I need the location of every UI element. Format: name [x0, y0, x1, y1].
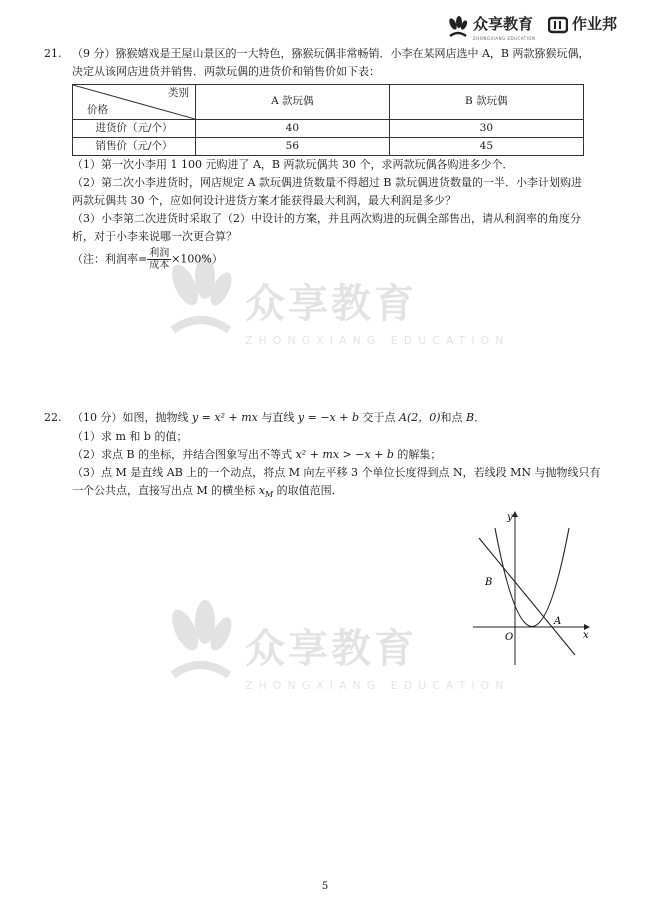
brand1-subtext: ZHONGXIANG EDUCATION: [473, 35, 536, 41]
cell-b: 45: [389, 138, 583, 156]
q21-part3-line1: （3）小李第二次进货时采取了（2）中设计的方案，并且两次购进的玩偶全部售出，请从利润率的角度分: [72, 212, 581, 225]
cell-a: 56: [196, 138, 390, 156]
q22-intro-a: （10 分）如图，抛物线: [72, 411, 192, 424]
q22-intro-d: 和点: [440, 411, 467, 424]
diag-header-cell: [73, 85, 196, 120]
q21-part2-line1: （2）第二次小李进货时，网店规定 A 款玩偶进货数量不得超过 B 款玩偶进货数量的一半．小李计划购进: [72, 176, 583, 189]
line-equation: y = −x + b: [297, 411, 359, 424]
x-label: x: [583, 630, 589, 641]
diag-top-label: 类别: [168, 87, 189, 99]
watermark-text: 众享教育: [245, 626, 417, 672]
q22-part3-line1: （3）点 M 是直线 AB 上的一个动点，将点 M 向左平移 3 个单位长度得到点 N，若线段 MN 与抛物线只有: [72, 466, 601, 479]
q21-intro-line2: 决定从该网店进货并销售．两款玩偶的进货价和销售价如下表：: [72, 65, 380, 78]
table-row: [73, 120, 584, 138]
col-a-header: A 款玩偶: [196, 85, 390, 120]
q22-part2-b: 的解集；: [393, 448, 442, 461]
zuoyebang-logo: [548, 14, 617, 36]
q22-part3-line2: [72, 483, 612, 501]
q22-part2-a: （2）求点 B 的坐标，并结合图象写出不等式: [72, 448, 296, 461]
table-header-row: [73, 85, 584, 120]
watermark-text: 众享教育: [245, 281, 417, 327]
q22-intro: [72, 410, 612, 426]
leaf-logo-icon: [447, 16, 469, 40]
point-a-label: A: [554, 616, 562, 627]
fraction-denominator: 成本: [149, 260, 170, 271]
inequality: x² + mx > −x + b: [295, 448, 394, 461]
parabola-equation: y = x² + mx: [192, 411, 258, 424]
watermark-leaf-icon: [165, 600, 235, 690]
parabola-graph: [465, 500, 600, 670]
brand1-text: 众享教育: [473, 15, 534, 33]
q21-note: [72, 248, 612, 271]
q21-number: 21.: [44, 47, 62, 60]
q21-part3-line2: 析，对于小李来说哪一次更合算？: [72, 230, 237, 243]
point-b-label: B: [466, 411, 475, 424]
table-row: [73, 138, 584, 156]
q22-intro-e: ．: [474, 411, 486, 424]
xm-var: x: [258, 484, 265, 497]
q22-intro-c: 交于点: [359, 411, 399, 424]
y-label: y: [507, 512, 513, 523]
note-suffix: ×100%）: [171, 252, 223, 266]
q22-number: 22.: [44, 411, 62, 424]
q22-intro-b: 与直线: [257, 411, 298, 424]
fraction-numerator: 利润: [149, 248, 170, 259]
zhongxiang-logo: [447, 14, 536, 42]
origin-label: O: [505, 632, 514, 643]
watermark-subtext: ZHONGXIANG EDUCATION: [245, 334, 510, 347]
diag-bottom-label: 价格: [87, 103, 108, 116]
price-table: [72, 84, 584, 156]
point-b-graph-label: B: [485, 577, 493, 588]
xm-subscript: M: [264, 490, 274, 500]
cell-b: 30: [389, 120, 583, 138]
q22-part3-line2-a: 一个公共点，直接写出点 M 的横坐标: [72, 484, 259, 497]
parabola-curve: [495, 528, 569, 627]
q21-part2-line2: 两款玩偶共 30 个，应如何设计进货方案才能获得最大利润，最大利润是多少？: [72, 194, 456, 207]
note-prefix: （注：利润率=: [72, 252, 148, 266]
q21-intro-line1: （9 分）猕猴嬉戏是王屋山景区的一大特色，猕猴玩偶非常畅销．小李在某网店选中 A，B 两款猕猴玩偶，: [72, 47, 590, 60]
profit-fraction: [147, 248, 171, 271]
q22-part3-line2-b: 的取值范围．: [273, 484, 343, 497]
page-number: 5: [321, 881, 329, 892]
q22-part2: [72, 447, 612, 463]
cell-a: 40: [196, 120, 390, 138]
q21-part1: （1）第一次小李用 1 100 元购进了 A，B 两款玩偶共 30 个，求两款玩偶各购进多少个．: [72, 158, 514, 171]
watermark-subtext: ZHONGXIANG EDUCATION: [245, 679, 510, 692]
book-logo-icon: [548, 16, 568, 34]
point-a-coord: A(2，0): [399, 411, 441, 424]
col-b-header: B 款玩偶: [389, 85, 583, 120]
row-label: 销售价（元/个）: [73, 138, 196, 156]
row-label: 进货价（元/个）: [73, 120, 196, 138]
q22-part1: （1）求 m 和 b 的值；: [72, 430, 188, 443]
line-ab: [479, 538, 575, 655]
brand2-text: 作业邦: [572, 15, 618, 33]
